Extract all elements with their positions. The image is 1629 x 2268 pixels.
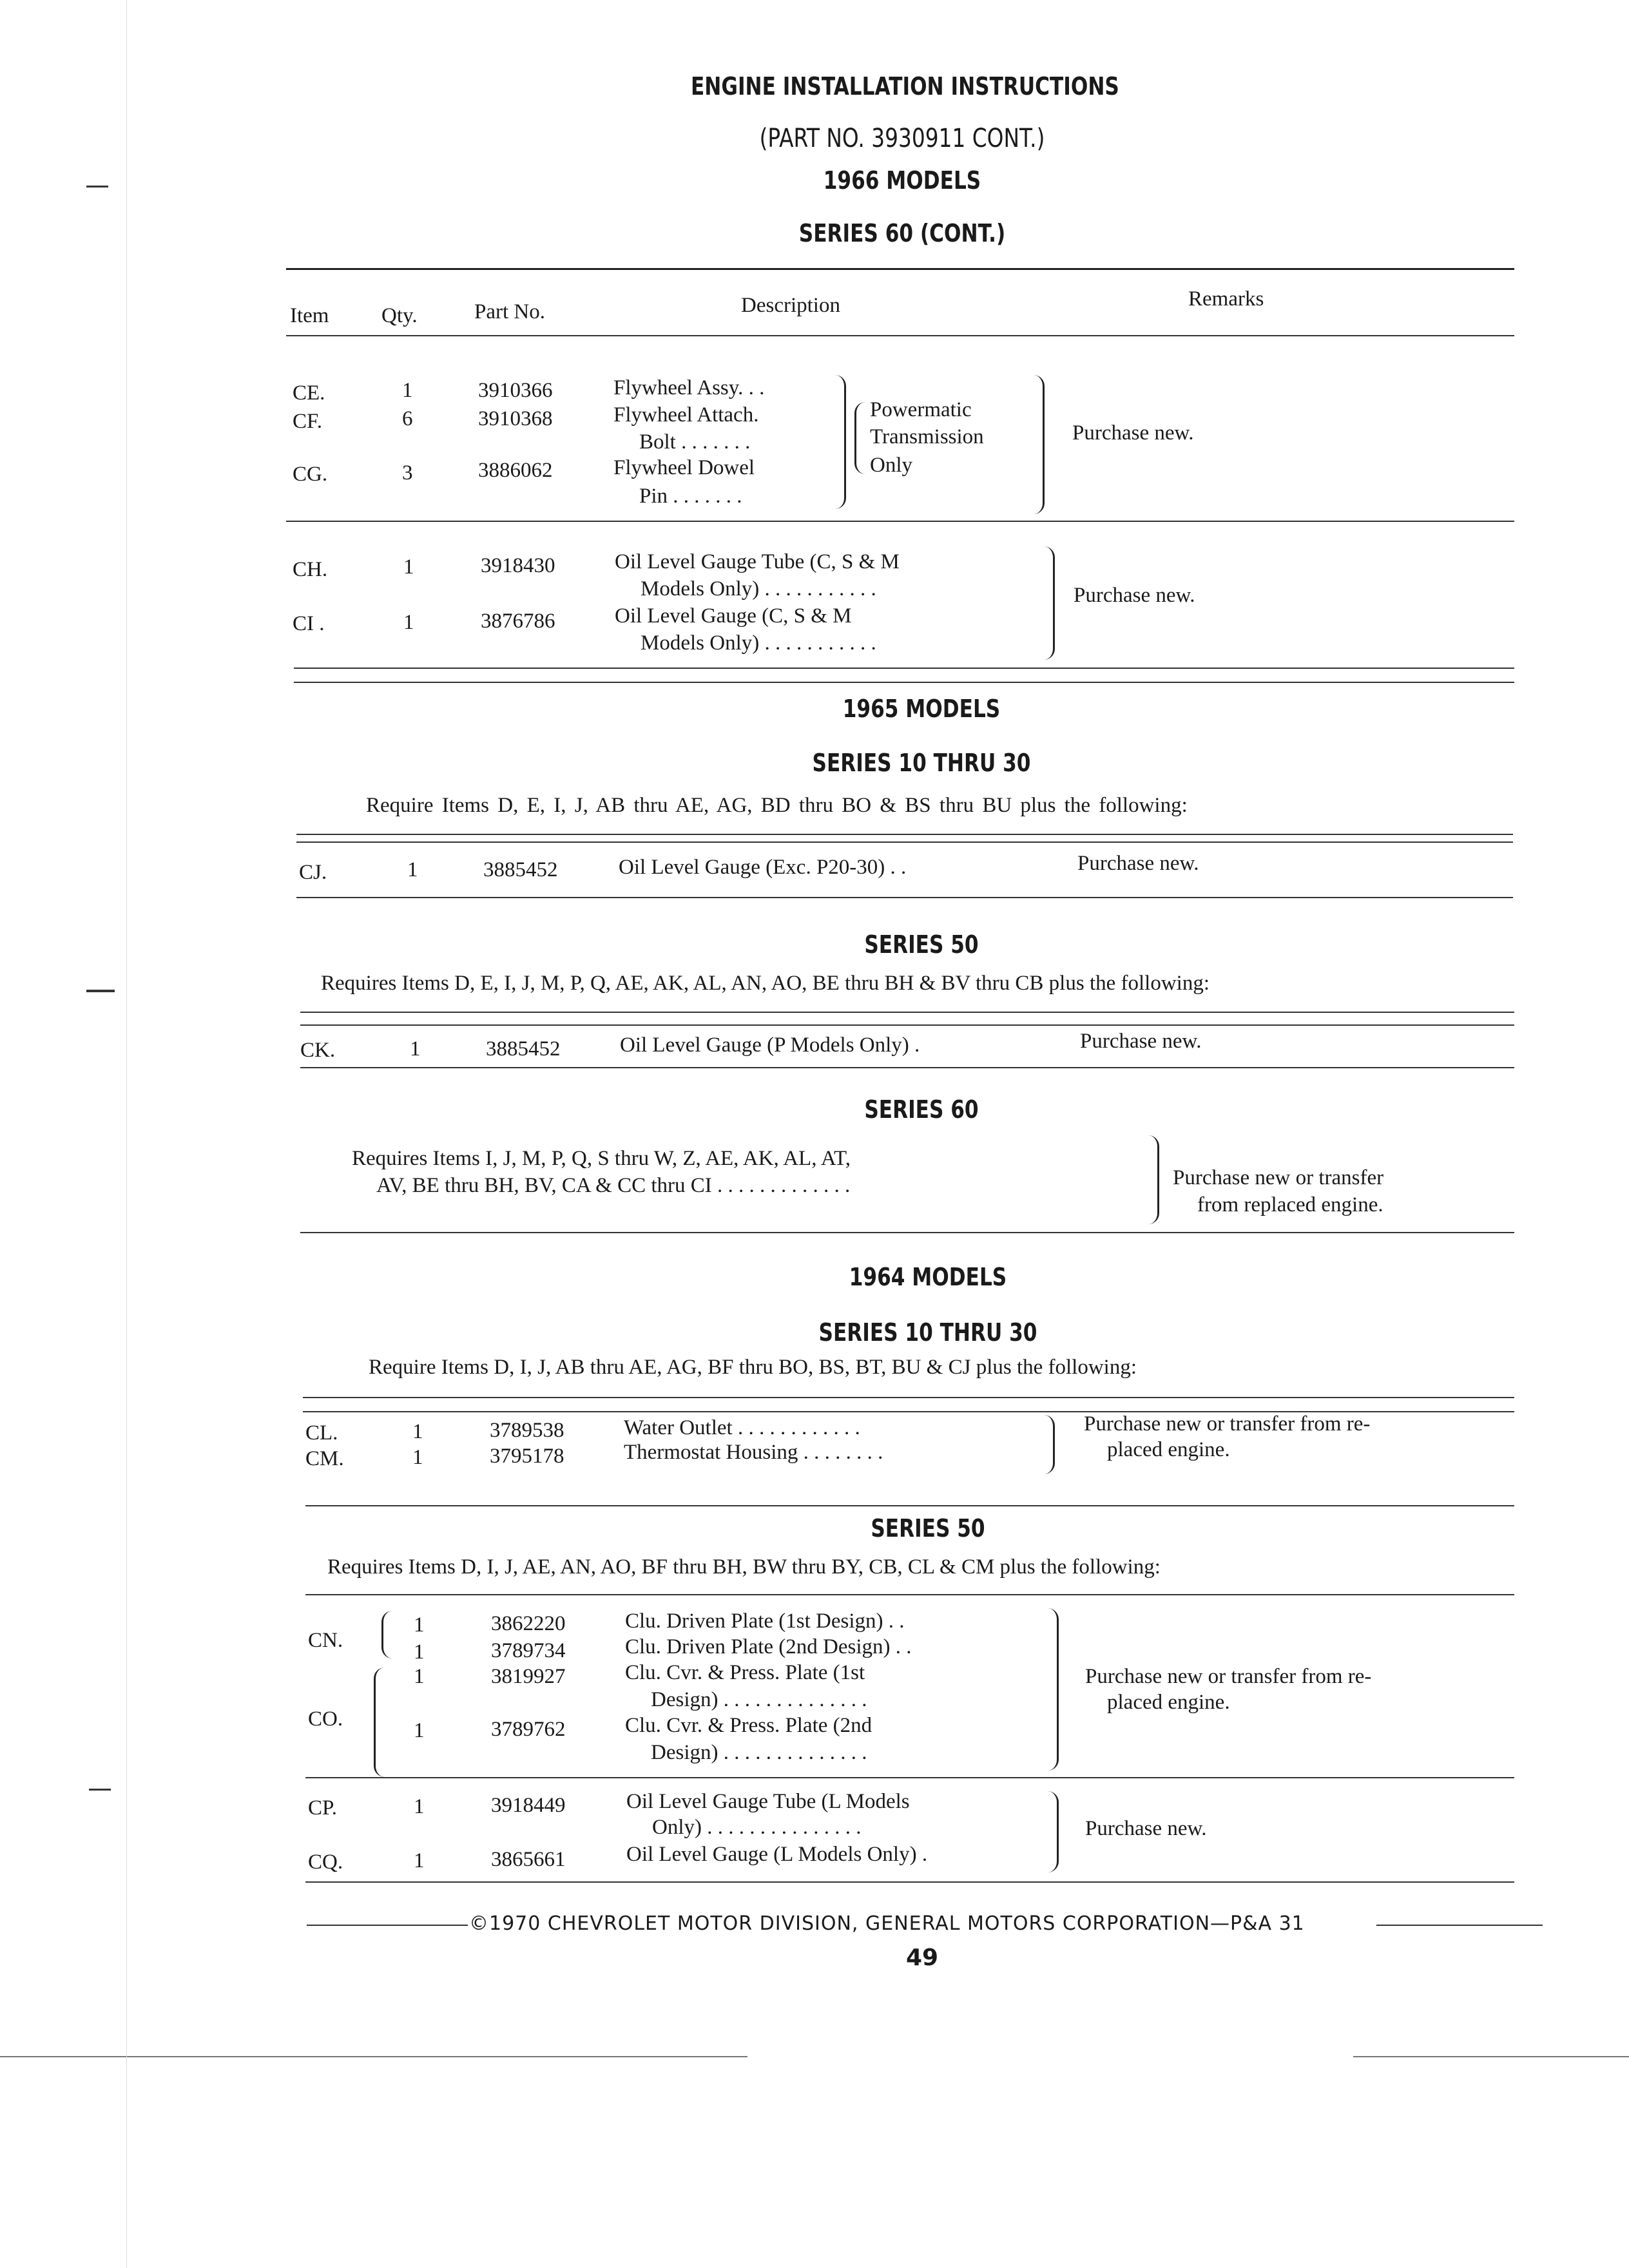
part-number: 3910366 — [478, 379, 553, 402]
transmission-note: Only — [870, 454, 912, 477]
series-heading: SERIES 50 — [864, 930, 979, 959]
part-number: 3886062 — [478, 459, 553, 482]
model-heading: 1966 MODELS — [823, 166, 981, 195]
part-number: 3876786 — [481, 610, 555, 633]
brace — [854, 402, 865, 474]
description: Flywheel Assy. . . — [613, 376, 765, 399]
table-rule — [286, 335, 1514, 336]
table-rule — [300, 1232, 1514, 1233]
requirements: Require Items D, E, I, J, AB thru AE, AG, BD thru BO & BS thru BU plus the following: — [366, 794, 1188, 817]
qty: 1 — [412, 1446, 423, 1469]
remark: Purchase new. — [1074, 584, 1195, 607]
part-number: 3862220 — [491, 1612, 566, 1635]
item-code: CN. — [308, 1629, 343, 1652]
remark: Purchase new. — [1080, 1030, 1202, 1053]
item-code: CL. — [305, 1421, 338, 1445]
part-number: 3918430 — [481, 554, 555, 577]
description-cont: Models Only) . . . . . . . . . . . — [641, 577, 876, 601]
qty: 6 — [402, 407, 413, 430]
brace — [1048, 1791, 1059, 1872]
remark: Purchase new or transfer from re- — [1084, 1412, 1371, 1436]
item-code: CI . — [293, 612, 325, 635]
col-qty: Qty. — [381, 304, 418, 327]
table-rule — [296, 897, 1513, 898]
description-cont: Bolt . . . . . . . — [639, 430, 751, 454]
table-rule — [294, 668, 1514, 669]
table-rule — [300, 1024, 1514, 1026]
requirements-cont: AV, BE thru BH, BV, CA & CC thru CI . . . . . . . . . . . . . — [376, 1174, 851, 1197]
table-rule — [296, 841, 1513, 843]
description: Clu. Cvr. & Press. Plate (2nd — [625, 1714, 872, 1737]
description: Clu. Driven Plate (1st Design) . . — [625, 1610, 905, 1633]
description: Clu. Cvr. & Press. Plate (1st — [625, 1661, 865, 1684]
qty: 1 — [414, 1640, 425, 1664]
remark: Purchase new or transfer from re- — [1085, 1665, 1372, 1688]
scan-mark — [86, 186, 108, 187]
description: Oil Level Gauge (C, S & M — [615, 604, 852, 628]
table-rule — [305, 1594, 1514, 1595]
description: Flywheel Attach. — [613, 403, 759, 427]
col-desc: Description — [741, 294, 840, 317]
qty: 1 — [402, 379, 413, 402]
series-heading: SERIES 50 — [871, 1514, 985, 1542]
part-number: 3865661 — [491, 1848, 566, 1871]
qty: 1 — [403, 611, 414, 634]
part-number: 3885452 — [486, 1037, 561, 1061]
scan-mark — [0, 2056, 747, 2057]
part-number: 3918449 — [491, 1794, 566, 1817]
table-rule — [296, 834, 1513, 835]
brace — [1034, 375, 1045, 514]
description: Water Outlet . . . . . . . . . . . . — [624, 1416, 860, 1439]
qty: 1 — [414, 1719, 425, 1742]
transmission-note: Transmission — [870, 425, 984, 448]
remark: Purchase new. — [1085, 1817, 1207, 1840]
item-code: CE. — [293, 381, 325, 405]
description: Oil Level Gauge (L Models Only) . — [626, 1843, 928, 1866]
scan-mark — [86, 990, 115, 992]
item-code: CQ. — [308, 1850, 343, 1874]
qty: 1 — [414, 1795, 425, 1818]
description: Oil Level Gauge Tube (L Models — [626, 1790, 910, 1813]
description-cont: Models Only) . . . . . . . . . . . — [641, 631, 876, 655]
part-number: 3789734 — [491, 1639, 566, 1662]
page-subtitle: (PART NO. 3930911 CONT.) — [759, 124, 1045, 153]
brace — [381, 1611, 392, 1658]
description: Oil Level Gauge (Exc. P20-30) . . — [619, 856, 907, 879]
table-rule — [305, 1777, 1514, 1778]
requirements: Requires Items D, E, I, J, M, P, Q, AE, AK, AL, AN, AO, BE thru BH & BV thru CB plus the following: — [321, 972, 1210, 995]
description: Clu. Driven Plate (2nd Design) . . — [625, 1635, 912, 1658]
qty: 3 — [402, 461, 413, 485]
item-code: CJ. — [299, 861, 327, 884]
brace — [374, 1667, 385, 1777]
remark-cont: placed engine. — [1107, 1438, 1230, 1461]
item-code: CK. — [300, 1039, 336, 1062]
requirements: Requires Items D, I, J, AE, AN, AO, BF thru BH, BW thru BY, CB, CL & CM plus the following: — [327, 1555, 1161, 1579]
item-code: CH. — [293, 558, 328, 581]
table-rule — [300, 1067, 1514, 1068]
remark-cont: placed engine. — [1107, 1691, 1230, 1714]
remark: Purchase new or transfer — [1173, 1166, 1384, 1189]
part-number: 3885452 — [483, 858, 558, 881]
brace — [1048, 1608, 1059, 1771]
col-part: Part No. — [474, 300, 545, 323]
description-cont: Design) . . . . . . . . . . . . . . — [651, 1741, 867, 1764]
page-number: 49 — [906, 1945, 939, 1971]
table-rule — [300, 1012, 1514, 1013]
brace — [835, 375, 846, 509]
table-rule — [303, 1397, 1514, 1398]
qty: 1 — [403, 555, 414, 579]
description: Oil Level Gauge (P Models Only) . — [620, 1033, 920, 1057]
scan-mark — [89, 1789, 111, 1791]
description-cont: Pin . . . . . . . — [639, 485, 742, 508]
page-title: ENGINE INSTALLATION INSTRUCTIONS — [691, 72, 1119, 101]
qty: 1 — [414, 1665, 425, 1688]
series-heading: SERIES 60 (CONT.) — [798, 219, 1006, 247]
transmission-note: Powermatic — [870, 398, 972, 421]
brace — [1044, 1415, 1055, 1474]
description: Thermostat Housing . . . . . . . . — [624, 1441, 883, 1464]
part-number: 3910368 — [478, 407, 553, 430]
part-number: 3789762 — [491, 1718, 566, 1741]
remark: Purchase new. — [1077, 852, 1199, 875]
requirements: Requires Items I, J, M, P, Q, S thru W, Z, AE, AK, AL, AT, — [352, 1147, 851, 1170]
description: Oil Level Gauge Tube (C, S & M — [615, 550, 900, 573]
scan-mark — [1353, 2056, 1629, 2057]
remark: Purchase new. — [1072, 421, 1194, 445]
copyright-footer: ©1970 CHEVROLET MOTOR DIVISION, GENERAL MOTORS CORPORATION—P&A 31 — [469, 1912, 1305, 1935]
brace — [1044, 546, 1055, 660]
item-code: CM. — [305, 1447, 344, 1470]
description: Flywheel Dowel — [613, 456, 755, 479]
qty: 1 — [412, 1420, 423, 1443]
item-code: CF. — [293, 410, 322, 433]
brace — [1148, 1135, 1159, 1224]
qty: 1 — [410, 1037, 421, 1061]
col-remarks: Remarks — [1188, 287, 1264, 311]
table-rule — [305, 1881, 1514, 1883]
table-rule — [305, 1505, 1514, 1506]
footer-rule — [307, 1925, 468, 1926]
part-number: 3789538 — [490, 1419, 564, 1442]
requirements: Require Items D, I, J, AB thru AE, AG, BF thru BO, BS, BT, BU & CJ plus the following: — [369, 1356, 1137, 1379]
part-number: 3819927 — [491, 1665, 566, 1688]
description-cont: Only) . . . . . . . . . . . . . . . — [652, 1816, 862, 1839]
item-code: CG. — [293, 463, 328, 486]
series-heading: SERIES 10 THRU 30 — [812, 749, 1031, 777]
description-cont: Design) . . . . . . . . . . . . . . — [651, 1688, 867, 1711]
col-item: Item — [290, 304, 329, 327]
part-number: 3795178 — [490, 1445, 564, 1468]
scan-mark — [126, 0, 127, 2268]
table-rule — [286, 268, 1514, 270]
series-heading: SERIES 60 — [864, 1095, 979, 1124]
table-rule — [286, 521, 1514, 522]
model-heading: 1964 MODELS — [849, 1263, 1007, 1291]
series-heading: SERIES 10 THRU 30 — [818, 1318, 1037, 1347]
model-heading: 1965 MODELS — [842, 695, 1001, 723]
qty: 1 — [414, 1613, 425, 1637]
item-code: CP. — [308, 1796, 337, 1820]
footer-rule — [1376, 1925, 1543, 1926]
remark-cont: from replaced engine. — [1197, 1193, 1383, 1216]
qty: 1 — [407, 858, 418, 881]
qty: 1 — [414, 1849, 425, 1872]
item-code: CO. — [308, 1707, 343, 1731]
table-rule — [294, 682, 1514, 683]
